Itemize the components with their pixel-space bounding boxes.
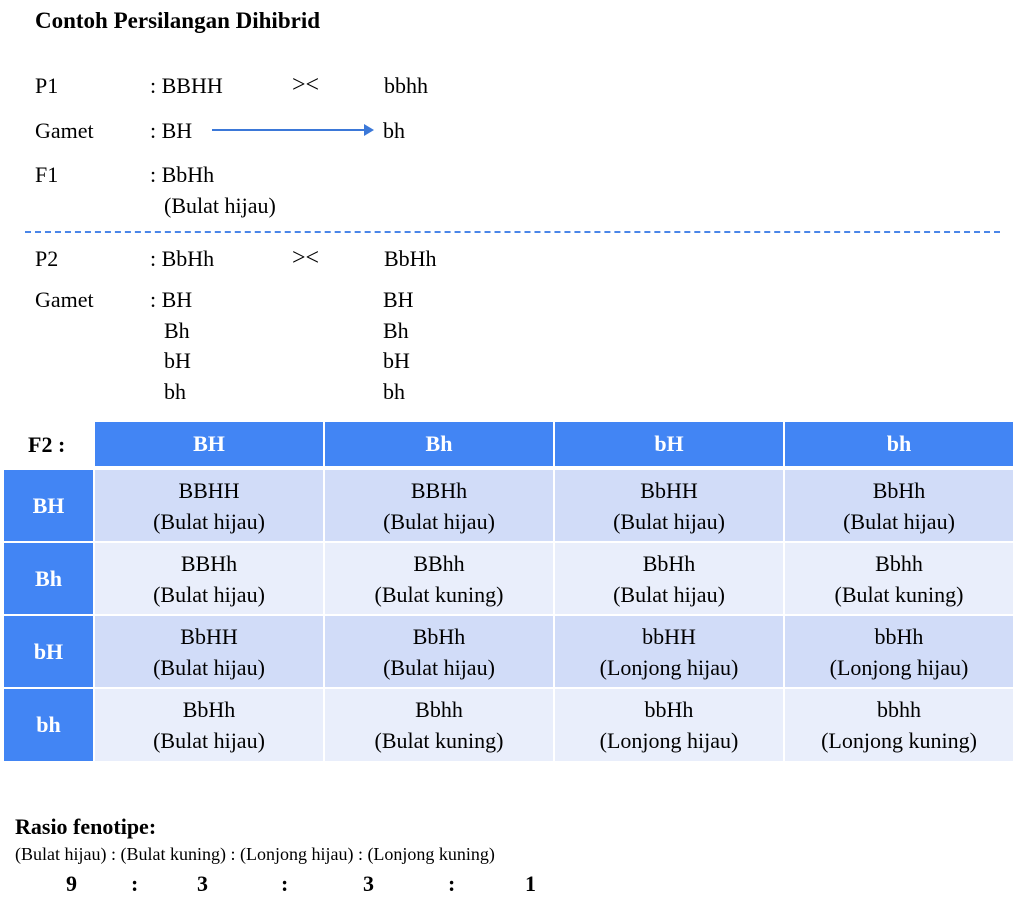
- col-header: bH: [555, 422, 783, 466]
- cell-phenotype: (Bulat hijau): [153, 581, 265, 607]
- table-cell: [95, 543, 323, 614]
- gamet2-right-item: Bh: [383, 318, 409, 343]
- cell-phenotype: (Bulat hijau): [383, 508, 495, 534]
- cell-phenotype: (Bulat hijau): [383, 654, 495, 680]
- f1-label: F1: [35, 162, 59, 187]
- p2-left-genotype: : BbHh: [150, 246, 215, 271]
- cell-genotype: BBHh: [180, 550, 238, 576]
- table-cell: [785, 616, 1013, 687]
- ratio-value: 3: [197, 871, 208, 896]
- cell-phenotype: (Bulat kuning): [374, 581, 504, 607]
- cell-genotype: BbHh: [872, 477, 926, 503]
- cell-phenotype: (Bulat hijau): [613, 581, 725, 607]
- p2-right-genotype: BbHh: [384, 246, 437, 271]
- cell-phenotype: (Lonjong hijau): [829, 654, 969, 680]
- gamet2-left-item: : BH: [150, 287, 193, 312]
- divider: [25, 231, 1000, 233]
- gamet2-left-item: Bh: [164, 318, 190, 343]
- gamet1-label: Gamet: [35, 118, 94, 143]
- arrow-icon: [212, 129, 372, 131]
- table-cell: [325, 543, 553, 614]
- cell-phenotype: (Bulat kuning): [834, 581, 964, 607]
- cell-genotype: BbHh: [642, 550, 696, 576]
- cell-phenotype: (Lonjong kuning): [821, 728, 977, 753]
- cell-genotype: bbHh: [874, 623, 924, 649]
- table-cell: [785, 689, 1013, 761]
- cell-genotype: bbHH: [642, 623, 696, 649]
- f2-label: F2 :: [28, 432, 66, 457]
- table-cell: [555, 689, 783, 761]
- cell-genotype: BbHh: [412, 623, 466, 649]
- cell-genotype: Bbhh: [415, 697, 463, 722]
- cell-genotype: Bbhh: [875, 550, 923, 576]
- table-cell: [555, 543, 783, 614]
- p2-label: P2: [35, 246, 59, 271]
- table-cell: [95, 616, 323, 687]
- gamet2-right-item: BH: [383, 287, 414, 312]
- p2-cross-symbol: ><: [292, 245, 320, 271]
- table-cell: [325, 689, 553, 761]
- p1-cross-symbol: ><: [292, 72, 320, 98]
- table-cell: [785, 470, 1013, 541]
- cell-genotype: BbHH: [640, 477, 698, 503]
- gamet2-label: Gamet: [35, 287, 94, 312]
- cell-phenotype: (Bulat hijau): [153, 508, 265, 534]
- col-header: Bh: [325, 422, 553, 466]
- cell-phenotype: (Lonjong hijau): [599, 728, 739, 753]
- cell-genotype: BbHH: [180, 623, 238, 649]
- table-cell: [555, 616, 783, 687]
- f1-genotype: : BbHh: [150, 162, 215, 187]
- ratio-title: Rasio fenotipe:: [15, 814, 157, 839]
- gamet2-right-item: bH: [383, 348, 410, 373]
- cell-phenotype: (Bulat kuning): [374, 728, 504, 753]
- ratio-separator: :: [281, 871, 289, 896]
- col-header: bh: [785, 422, 1013, 466]
- cell-genotype: bbHh: [644, 697, 694, 722]
- gamet1-left: : BH: [150, 118, 193, 143]
- gamet2-left-item: bh: [164, 379, 186, 404]
- row-header: Bh: [4, 543, 93, 614]
- cell-phenotype: (Bulat hijau): [843, 508, 955, 534]
- gamet2-left-item: bH: [164, 348, 191, 373]
- ratio-separator: :: [448, 871, 456, 896]
- p1-label: P1: [35, 73, 59, 98]
- cell-genotype: bbhh: [877, 697, 921, 722]
- table-cell: [95, 689, 323, 761]
- cell-genotype: BBHH: [178, 477, 240, 503]
- table-cell: [325, 470, 553, 541]
- f1-phenotype: (Bulat hijau): [164, 193, 276, 218]
- cell-phenotype: (Bulat hijau): [613, 508, 725, 534]
- gamet1-right: bh: [383, 118, 405, 143]
- table-cell: [325, 616, 553, 687]
- ratio-value: 3: [363, 871, 374, 896]
- gamet2-right-item: bh: [383, 379, 405, 404]
- row-header: bh: [4, 689, 93, 761]
- row-header: BH: [4, 470, 93, 541]
- col-header: BH: [95, 422, 323, 466]
- ratio-labels: (Bulat hijau) : (Bulat kuning) : (Lonjong hijau) : (Lonjong kuning): [15, 844, 495, 864]
- ratio-value: 9: [66, 871, 77, 896]
- table-cell: [95, 470, 323, 541]
- cell-phenotype: (Lonjong hijau): [599, 654, 739, 680]
- cell-phenotype: (Bulat hijau): [153, 728, 265, 753]
- cell-phenotype: (Bulat hijau): [153, 654, 265, 680]
- p1-right-genotype: bbhh: [384, 73, 428, 98]
- ratio-value: 1: [525, 871, 536, 896]
- table-cell: [785, 543, 1013, 614]
- row-header: bH: [4, 616, 93, 687]
- ratio-separator: :: [131, 871, 139, 896]
- cell-genotype: BBHh: [410, 477, 468, 503]
- page-title: Contoh Persilangan Dihibrid: [35, 8, 320, 33]
- p1-left-genotype: : BBHH: [150, 73, 223, 98]
- table-cell: [555, 470, 783, 541]
- cell-genotype: BBhh: [413, 550, 465, 576]
- cell-genotype: BbHh: [182, 697, 236, 722]
